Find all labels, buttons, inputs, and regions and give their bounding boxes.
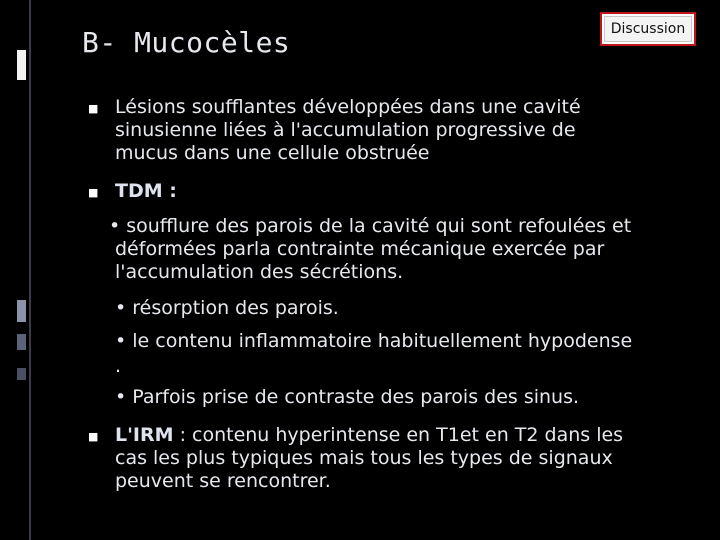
- tdm-subline: • le contenu inflammatoire habituellement hypodense: [115, 330, 633, 352]
- irm-line: cas les plus typiques mais tous les types de signaux: [115, 447, 613, 469]
- tdm-subline: • soufflure des parois de la cavité qui sont refoulées et: [109, 215, 632, 237]
- bullet-text-line: mucus dans une cellule obstruée: [115, 142, 430, 164]
- tdm-subline: déformées parla contrainte mécanique exercée par: [115, 238, 605, 260]
- tdm-subline: • résorption des parois.: [115, 297, 339, 319]
- tdm-subline: .: [115, 355, 122, 377]
- irm-term-suffix: :: [173, 424, 193, 446]
- tdm-term: TDM :: [115, 180, 177, 202]
- tdm-subline: l'accumulation des sécrétions.: [115, 261, 404, 283]
- tdm-subline: • Parfois prise de contraste des parois des sinus.: [115, 386, 580, 408]
- bullet-marker-icon: ■: [88, 186, 99, 199]
- bullet-marker-icon: ■: [88, 102, 99, 115]
- bullet-marker-icon: ■: [88, 430, 99, 443]
- irm-line: peuvent se rencontrer.: [115, 470, 331, 492]
- irm-line-text: contenu hyperintense en T1et en T2 dans les: [192, 424, 624, 446]
- bullet-text-line: Lésions soufflantes développées dans une cavité: [115, 96, 581, 118]
- discussion-badge-label: Discussion: [610, 21, 686, 37]
- slide-title: B- Mucocèles: [82, 26, 291, 59]
- irm-line: [115, 424, 623, 446]
- irm-term: L'IRM: [115, 424, 174, 446]
- bullet-text-line: sinusienne liées à l'accumulation progressive de: [115, 119, 576, 141]
